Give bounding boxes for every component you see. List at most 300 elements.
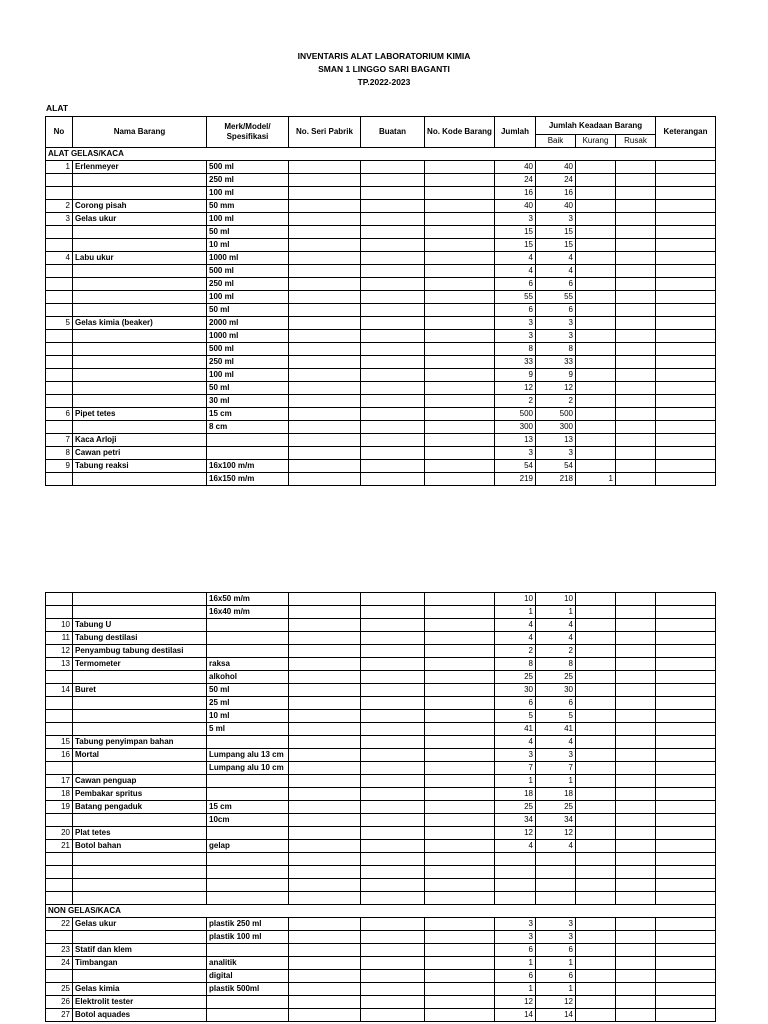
cell-jumlah: 13 xyxy=(495,434,536,447)
cell-no-kode xyxy=(425,252,495,265)
cell-baik: 218 xyxy=(536,473,576,486)
cell-no-kode xyxy=(425,278,495,291)
cell-no-seri xyxy=(289,866,361,879)
cell-nama-barang xyxy=(73,723,207,736)
cell-keterangan xyxy=(656,278,716,291)
cell-merk: 100 ml xyxy=(207,291,289,304)
cell-no xyxy=(46,710,73,723)
cell-no-seri xyxy=(289,736,361,749)
cell-no-kode xyxy=(425,421,495,434)
cell-jumlah: 8 xyxy=(495,343,536,356)
cell-merk xyxy=(207,827,289,840)
cell-rusak xyxy=(616,421,656,434)
cell-keterangan xyxy=(656,593,716,606)
header-keterangan: Keterangan xyxy=(656,117,716,148)
cell-no-kode xyxy=(425,827,495,840)
cell-no-kode xyxy=(425,447,495,460)
cell-merk xyxy=(207,879,289,892)
cell-jumlah: 2 xyxy=(495,395,536,408)
cell-no: 16 xyxy=(46,749,73,762)
cell-buatan xyxy=(361,944,425,957)
cell-rusak xyxy=(616,317,656,330)
cell-keterangan xyxy=(656,239,716,252)
cell-keterangan xyxy=(656,369,716,382)
cell-rusak xyxy=(616,200,656,213)
cell-no xyxy=(46,762,73,775)
cell-keterangan xyxy=(656,213,716,226)
cell-no xyxy=(46,723,73,736)
school-year: TP.2022-2023 xyxy=(357,77,411,87)
cell-jumlah: 9 xyxy=(495,369,536,382)
cell-no-kode xyxy=(425,840,495,853)
cell-jumlah: 300 xyxy=(495,421,536,434)
cell-kurang xyxy=(576,408,616,421)
cell-baik: 1 xyxy=(536,606,576,619)
cell-nama-barang: Buret xyxy=(73,684,207,697)
cell-no xyxy=(46,278,73,291)
cell-buatan xyxy=(361,265,425,278)
cell-no-kode xyxy=(425,343,495,356)
cell-kurang xyxy=(576,161,616,174)
cell-merk: 2000 ml xyxy=(207,317,289,330)
cell-jumlah: 12 xyxy=(495,382,536,395)
cell-jumlah: 6 xyxy=(495,697,536,710)
cell-no xyxy=(46,239,73,252)
cell-keterangan xyxy=(656,762,716,775)
cell-keterangan xyxy=(656,684,716,697)
cell-buatan xyxy=(361,593,425,606)
cell-baik: 40 xyxy=(536,161,576,174)
cell-keterangan xyxy=(656,1009,716,1022)
cell-buatan xyxy=(361,723,425,736)
inventory-table-page2 xyxy=(45,592,716,1022)
cell-rusak xyxy=(616,265,656,278)
cell-no: 4 xyxy=(46,252,73,265)
cell-buatan xyxy=(361,892,425,905)
cell-kurang xyxy=(576,395,616,408)
cell-kurang xyxy=(576,317,616,330)
cell-nama-barang xyxy=(73,421,207,434)
table-row xyxy=(46,801,716,814)
cell-jumlah: 1 xyxy=(495,957,536,970)
cell-no xyxy=(46,606,73,619)
cell-no-seri xyxy=(289,1009,361,1022)
cell-kurang xyxy=(576,382,616,395)
cell-no xyxy=(46,395,73,408)
cell-no: 8 xyxy=(46,447,73,460)
cell-no-seri xyxy=(289,252,361,265)
table-row xyxy=(46,304,716,317)
cell-no-kode xyxy=(425,213,495,226)
header-merk: Merk/Model/ Spesifikasi xyxy=(207,117,289,148)
cell-nama-barang xyxy=(73,304,207,317)
cell-rusak xyxy=(616,918,656,931)
cell-baik: 6 xyxy=(536,278,576,291)
cell-merk: 50 ml xyxy=(207,304,289,317)
cell-no-seri xyxy=(289,356,361,369)
cell-nama-barang: Botol aquades xyxy=(73,1009,207,1022)
cell-rusak xyxy=(616,330,656,343)
cell-rusak xyxy=(616,161,656,174)
cell-jumlah: 500 xyxy=(495,408,536,421)
alat-label: ALAT xyxy=(46,103,69,113)
cell-jumlah: 41 xyxy=(495,723,536,736)
cell-baik: 25 xyxy=(536,801,576,814)
cell-baik: 10 xyxy=(536,593,576,606)
cell-no-seri xyxy=(289,369,361,382)
cell-rusak xyxy=(616,840,656,853)
cell-buatan xyxy=(361,996,425,1009)
cell-keterangan xyxy=(656,788,716,801)
cell-no-kode xyxy=(425,710,495,723)
cell-baik: 1 xyxy=(536,957,576,970)
cell-nama-barang xyxy=(73,970,207,983)
cell-no-kode xyxy=(425,723,495,736)
cell-buatan xyxy=(361,970,425,983)
cell-kurang xyxy=(576,278,616,291)
cell-rusak xyxy=(616,710,656,723)
cell-buatan xyxy=(361,619,425,632)
cell-nama-barang xyxy=(73,174,207,187)
cell-baik: 18 xyxy=(536,788,576,801)
cell-no-seri xyxy=(289,265,361,278)
cell-no xyxy=(46,671,73,684)
cell-buatan xyxy=(361,473,425,486)
cell-no: 24 xyxy=(46,957,73,970)
cell-baik: 6 xyxy=(536,970,576,983)
cell-no-kode xyxy=(425,671,495,684)
cell-merk: 25 ml xyxy=(207,697,289,710)
cell-no-kode xyxy=(425,593,495,606)
cell-jumlah: 15 xyxy=(495,239,536,252)
cell-kurang xyxy=(576,723,616,736)
cell-no-kode xyxy=(425,892,495,905)
cell-keterangan xyxy=(656,957,716,970)
cell-baik: 15 xyxy=(536,239,576,252)
cell-keterangan xyxy=(656,827,716,840)
cell-no-kode xyxy=(425,291,495,304)
cell-kurang xyxy=(576,866,616,879)
cell-baik: 3 xyxy=(536,447,576,460)
cell-merk xyxy=(207,434,289,447)
cell-kurang xyxy=(576,619,616,632)
cell-no-kode xyxy=(425,408,495,421)
cell-nama-barang: Tabung reaksi xyxy=(73,460,207,473)
cell-baik: 3 xyxy=(536,918,576,931)
cell-merk xyxy=(207,775,289,788)
cell-no-seri xyxy=(289,658,361,671)
cell-merk xyxy=(207,1009,289,1022)
cell-merk xyxy=(207,944,289,957)
cell-merk xyxy=(207,866,289,879)
cell-baik: 500 xyxy=(536,408,576,421)
cell-rusak xyxy=(616,970,656,983)
cell-merk: 15 cm xyxy=(207,801,289,814)
cell-no xyxy=(46,421,73,434)
cell-kurang xyxy=(576,944,616,957)
cell-baik: 8 xyxy=(536,343,576,356)
cell-no-kode xyxy=(425,632,495,645)
table-row xyxy=(46,892,716,905)
cell-kurang xyxy=(576,788,616,801)
cell-baik: 55 xyxy=(536,291,576,304)
cell-no-seri xyxy=(289,853,361,866)
cell-no-seri xyxy=(289,892,361,905)
cell-no-kode xyxy=(425,356,495,369)
cell-keterangan xyxy=(656,606,716,619)
cell-jumlah: 3 xyxy=(495,749,536,762)
cell-merk xyxy=(207,996,289,1009)
cell-kurang xyxy=(576,200,616,213)
cell-jumlah: 10 xyxy=(495,593,536,606)
cell-kurang xyxy=(576,931,616,944)
cell-no xyxy=(46,879,73,892)
cell-jumlah: 40 xyxy=(495,200,536,213)
cell-no-seri xyxy=(289,619,361,632)
cell-baik: 7 xyxy=(536,762,576,775)
cell-kurang xyxy=(576,918,616,931)
cell-nama-barang xyxy=(73,239,207,252)
cell-rusak xyxy=(616,944,656,957)
cell-kurang xyxy=(576,736,616,749)
cell-nama-barang: Pembakar spritus xyxy=(73,788,207,801)
table-row xyxy=(46,762,716,775)
cell-merk: 50 mm xyxy=(207,200,289,213)
table-row xyxy=(46,265,716,278)
table-row xyxy=(46,710,716,723)
table-row xyxy=(46,356,716,369)
cell-merk: 50 ml xyxy=(207,684,289,697)
cell-no-seri xyxy=(289,421,361,434)
cell-no: 12 xyxy=(46,645,73,658)
cell-buatan xyxy=(361,343,425,356)
cell-buatan xyxy=(361,252,425,265)
cell-nama-barang xyxy=(73,697,207,710)
cell-buatan xyxy=(361,278,425,291)
cell-no xyxy=(46,330,73,343)
header-baik: Baik xyxy=(536,135,576,148)
cell-no-seri xyxy=(289,983,361,996)
cell-rusak xyxy=(616,801,656,814)
cell-kurang xyxy=(576,814,616,827)
cell-kurang xyxy=(576,762,616,775)
cell-no-kode xyxy=(425,970,495,983)
cell-baik: 13 xyxy=(536,434,576,447)
cell-nama-barang: Penyambug tabung destilasi xyxy=(73,645,207,658)
cell-buatan xyxy=(361,291,425,304)
cell-no-seri xyxy=(289,879,361,892)
cell-no-kode xyxy=(425,460,495,473)
cell-no: 6 xyxy=(46,408,73,421)
cell-nama-barang xyxy=(73,278,207,291)
cell-jumlah: 24 xyxy=(495,174,536,187)
table-row xyxy=(46,970,716,983)
cell-no-kode xyxy=(425,619,495,632)
cell-keterangan xyxy=(656,460,716,473)
cell-kurang xyxy=(576,957,616,970)
table-row xyxy=(46,671,716,684)
cell-no: 23 xyxy=(46,944,73,957)
cell-buatan xyxy=(361,421,425,434)
cell-no-seri xyxy=(289,174,361,187)
cell-jumlah: 33 xyxy=(495,356,536,369)
table-row xyxy=(46,736,716,749)
cell-nama-barang: Elektrolit tester xyxy=(73,996,207,1009)
cell-no-kode xyxy=(425,382,495,395)
table-row xyxy=(46,161,716,174)
cell-keterangan xyxy=(656,840,716,853)
section-title: NON GELAS/KACA xyxy=(46,905,716,918)
cell-no-seri xyxy=(289,395,361,408)
cell-buatan xyxy=(361,658,425,671)
cell-keterangan xyxy=(656,408,716,421)
cell-merk: 16x100 m/m xyxy=(207,460,289,473)
cell-buatan xyxy=(361,840,425,853)
cell-baik: 2 xyxy=(536,395,576,408)
section-row xyxy=(46,148,716,161)
cell-rusak xyxy=(616,788,656,801)
cell-no-seri xyxy=(289,775,361,788)
cell-no-kode xyxy=(425,369,495,382)
cell-no-kode xyxy=(425,395,495,408)
cell-nama-barang xyxy=(73,330,207,343)
document-title-block xyxy=(0,50,768,89)
cell-buatan xyxy=(361,736,425,749)
table-row xyxy=(46,460,716,473)
cell-jumlah: 8 xyxy=(495,658,536,671)
cell-keterangan xyxy=(656,970,716,983)
table-row xyxy=(46,840,716,853)
header-keadaan: Jumlah Keadaan Barang xyxy=(536,117,656,135)
cell-nama-barang: Gelas ukur xyxy=(73,918,207,931)
table-row xyxy=(46,395,716,408)
cell-nama-barang: Cawan penguap xyxy=(73,775,207,788)
cell-no: 1 xyxy=(46,161,73,174)
cell-kurang xyxy=(576,252,616,265)
cell-merk: digital xyxy=(207,970,289,983)
cell-merk: Lumpang alu 10 cm xyxy=(207,762,289,775)
cell-kurang xyxy=(576,671,616,684)
cell-kurang xyxy=(576,853,616,866)
header-no-kode: No. Kode Barang xyxy=(425,117,495,148)
cell-kurang xyxy=(576,369,616,382)
cell-no: 26 xyxy=(46,996,73,1009)
cell-nama-barang xyxy=(73,762,207,775)
cell-nama-barang xyxy=(73,291,207,304)
table-row xyxy=(46,1009,716,1022)
cell-no xyxy=(46,304,73,317)
cell-kurang xyxy=(576,434,616,447)
cell-rusak xyxy=(616,226,656,239)
cell-jumlah: 2 xyxy=(495,645,536,658)
cell-no-kode xyxy=(425,944,495,957)
cell-jumlah xyxy=(495,866,536,879)
cell-nama-barang: Plat tetes xyxy=(73,827,207,840)
cell-jumlah: 6 xyxy=(495,944,536,957)
cell-jumlah: 7 xyxy=(495,762,536,775)
table-row xyxy=(46,645,716,658)
cell-no-seri xyxy=(289,697,361,710)
cell-baik: 4 xyxy=(536,265,576,278)
cell-rusak xyxy=(616,931,656,944)
cell-rusak xyxy=(616,356,656,369)
cell-no-kode xyxy=(425,645,495,658)
cell-no: 5 xyxy=(46,317,73,330)
cell-buatan xyxy=(361,330,425,343)
table-row xyxy=(46,408,716,421)
cell-no-seri xyxy=(289,382,361,395)
cell-kurang xyxy=(576,606,616,619)
cell-jumlah: 1 xyxy=(495,983,536,996)
cell-no-seri xyxy=(289,606,361,619)
cell-keterangan xyxy=(656,931,716,944)
cell-rusak xyxy=(616,304,656,317)
cell-rusak xyxy=(616,892,656,905)
cell-buatan xyxy=(361,749,425,762)
cell-rusak xyxy=(616,434,656,447)
cell-no: 14 xyxy=(46,684,73,697)
cell-keterangan xyxy=(656,434,716,447)
cell-keterangan xyxy=(656,632,716,645)
cell-buatan xyxy=(361,382,425,395)
inventory-table-page1 xyxy=(45,116,716,486)
cell-nama-barang xyxy=(73,671,207,684)
cell-jumlah: 6 xyxy=(495,278,536,291)
cell-nama-barang: Termometer xyxy=(73,658,207,671)
cell-no-kode xyxy=(425,762,495,775)
cell-jumlah xyxy=(495,879,536,892)
cell-nama-barang: Gelas ukur xyxy=(73,213,207,226)
cell-no-kode xyxy=(425,473,495,486)
cell-no-seri xyxy=(289,671,361,684)
cell-kurang xyxy=(576,775,616,788)
cell-no-kode xyxy=(425,606,495,619)
cell-rusak xyxy=(616,697,656,710)
cell-no-kode xyxy=(425,983,495,996)
cell-no-seri xyxy=(289,749,361,762)
table-row xyxy=(46,606,716,619)
cell-rusak xyxy=(616,239,656,252)
cell-no: 22 xyxy=(46,918,73,931)
cell-jumlah: 40 xyxy=(495,161,536,174)
cell-merk: 8 cm xyxy=(207,421,289,434)
cell-keterangan xyxy=(656,447,716,460)
cell-rusak xyxy=(616,671,656,684)
cell-nama-barang xyxy=(73,343,207,356)
cell-merk: 1000 ml xyxy=(207,330,289,343)
cell-buatan xyxy=(361,239,425,252)
cell-rusak xyxy=(616,291,656,304)
cell-no-kode xyxy=(425,200,495,213)
cell-rusak xyxy=(616,460,656,473)
cell-keterangan xyxy=(656,226,716,239)
cell-no xyxy=(46,343,73,356)
cell-buatan xyxy=(361,161,425,174)
cell-keterangan xyxy=(656,265,716,278)
table-row xyxy=(46,239,716,252)
cell-merk: 5 ml xyxy=(207,723,289,736)
cell-kurang xyxy=(576,356,616,369)
cell-buatan xyxy=(361,853,425,866)
table-row xyxy=(46,944,716,957)
cell-no: 20 xyxy=(46,827,73,840)
cell-jumlah: 6 xyxy=(495,304,536,317)
cell-merk: 100 ml xyxy=(207,187,289,200)
cell-kurang xyxy=(576,239,616,252)
cell-no-kode xyxy=(425,330,495,343)
cell-no xyxy=(46,593,73,606)
cell-keterangan xyxy=(656,473,716,486)
